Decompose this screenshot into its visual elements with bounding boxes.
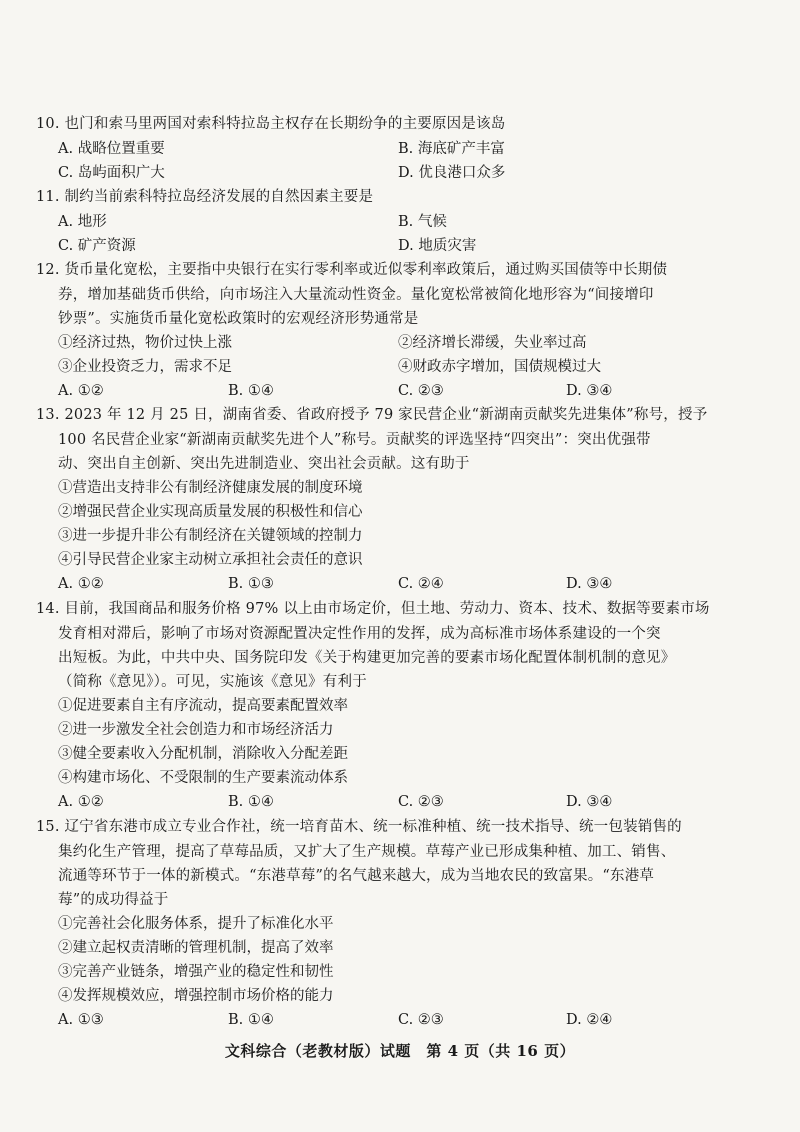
q15-line-3: 流通等环节于一体的新模式。“东港草莓”的名气越来越大，成为当地农民的致富果。“东港草 xyxy=(58,868,655,884)
q13-item-3: ③进一步提升非公有制经济在关键领域的控制力 xyxy=(58,528,363,544)
q15-item-2: ②建立起权责清晰的管理机制，提高了效率 xyxy=(58,940,334,956)
q15-option-c: C. ②③ xyxy=(398,1012,444,1028)
q10-option-d: D. 优良港口众多 xyxy=(398,165,506,181)
q13-line-1: 13. 2023 年 12 月 25 日，湖南省委、省政府授予 79 家民营企业“新湖南贡献奖先进集体”称号，授予 xyxy=(36,407,708,423)
q15-line-4: 莓”的成功得益于 xyxy=(58,892,169,908)
q13-item-2: ②增强民营企业实现高质量发展的积极性和信心 xyxy=(58,504,363,520)
q15-line-1: 15. 辽宁省东港市成立专业合作社，统一培育苗木、统一标准种植、统一技术指导、统一包装销售的 xyxy=(36,819,682,835)
q12-option-d: D. ③④ xyxy=(566,383,613,399)
q13-option-b: B. ①③ xyxy=(228,576,274,592)
q12-line-3: 钞票”。实施货币量化宽松政策时的宏观经济形势通常是 xyxy=(58,311,419,327)
q11-option-d: D. 地质灾害 xyxy=(398,238,477,254)
q12-option-c: C. ②③ xyxy=(398,383,444,399)
q12-item-2: ②经济增长滞缓，失业率过高 xyxy=(398,335,587,351)
q13-item-1: ①营造出支持非公有制经济健康发展的制度环境 xyxy=(58,480,363,496)
q14-option-a: A. ①② xyxy=(58,794,104,810)
q14-item-2: ②进一步激发全社会创造力和市场经济活力 xyxy=(58,722,334,738)
q14-option-c: C. ②③ xyxy=(398,794,444,810)
q12-item-1: ①经济过热，物价过快上涨 xyxy=(58,335,232,351)
q12-item-4: ④财政赤字增加，国债规模过大 xyxy=(398,359,601,375)
q13-item-4: ④引导民营企业家主动树立承担社会责任的意识 xyxy=(58,552,363,568)
q10-option-a: A. 战略位置重要 xyxy=(58,141,165,157)
q11-option-c: C. 矿产资源 xyxy=(58,238,136,254)
q14-option-b: B. ①④ xyxy=(228,794,274,810)
q13-option-c: C. ②④ xyxy=(398,576,444,592)
q14-item-4: ④构建市场化、不受限制的生产要素流动体系 xyxy=(58,770,348,786)
q14-line-4: （简称《意见》）。可见，实施该《意见》有利于 xyxy=(58,674,367,690)
q12-line-1: 12. 货币量化宽松，主要指中央银行在实行零利率或近似零利率政策后，通过购买国债等中长期债 xyxy=(36,262,668,278)
q10-option-b: B. 海底矿产丰富 xyxy=(398,141,505,157)
q13-line-2: 100 名民营企业家“新湖南贡献奖先进个人”称号。贡献奖的评选坚持“四突出”：突出优强带 xyxy=(58,432,651,448)
q13-line-3: 动、突出自主创新、突出先进制造业、突出社会贡献。这有助于 xyxy=(58,456,470,472)
q13-option-d: D. ③④ xyxy=(566,576,613,592)
q14-line-1: 14. 目前，我国商品和服务价格 97% 以上由市场定价，但土地、劳动力、资本、技术、数据等要素市场 xyxy=(36,601,710,617)
q15-line-2: 集约化生产管理，提高了草莓品质，又扩大了生产规模。草莓产业已形成集种植、加工、销售、 xyxy=(58,844,676,860)
q15-option-b: B. ①④ xyxy=(228,1012,274,1028)
q14-item-1: ①促进要素自主有序流动，提高要素配置效率 xyxy=(58,698,348,714)
q11-option-b: B. 气候 xyxy=(398,214,447,230)
q15-item-1: ①完善社会化服务体系，提升了标准化水平 xyxy=(58,916,334,932)
q15-option-a: A. ①③ xyxy=(58,1012,104,1028)
q10-option-c: C. 岛屿面积广大 xyxy=(58,165,165,181)
q10-stem: 10. 也门和索马里两国对索科特拉岛主权存在长期纷争的主要原因是该岛 xyxy=(36,116,506,132)
q14-line-2: 发育相对滞后，影响了市场对资源配置决定性作用的发挥，成为高标准市场体系建设的一个突 xyxy=(58,626,661,642)
q15-item-4: ④发挥规模效应，增强控制市场价格的能力 xyxy=(58,988,334,1004)
q12-item-3: ③企业投资乏力，需求不足 xyxy=(58,359,232,375)
q12-line-2: 券，增加基础货币供给，向市场注入大量流动性资金。量化宽松常被简化地形容为“间接增印 xyxy=(58,287,654,303)
q14-option-d: D. ③④ xyxy=(566,794,613,810)
q14-line-3: 出短板。为此，中共中央、国务院印发《关于构建更加完善的要素市场化配置体制机制的意见》 xyxy=(58,650,676,666)
q15-option-d: D. ②④ xyxy=(566,1012,613,1028)
q15-item-3: ③完善产业链条，增强产业的稳定性和韧性 xyxy=(58,964,334,980)
q13-option-a: A. ①② xyxy=(58,576,104,592)
q11-stem: 11. 制约当前索科特拉岛经济发展的自然因素主要是 xyxy=(36,189,374,205)
q14-item-3: ③健全要素收入分配机制，消除收入分配差距 xyxy=(58,746,348,762)
q12-option-b: B. ①④ xyxy=(228,383,274,399)
q12-option-a: A. ①② xyxy=(58,383,104,399)
q11-option-a: A. 地形 xyxy=(58,214,107,230)
page-footer: 文科综合（老教材版）试题 第 4 页（共 16 页） xyxy=(224,1042,576,1060)
